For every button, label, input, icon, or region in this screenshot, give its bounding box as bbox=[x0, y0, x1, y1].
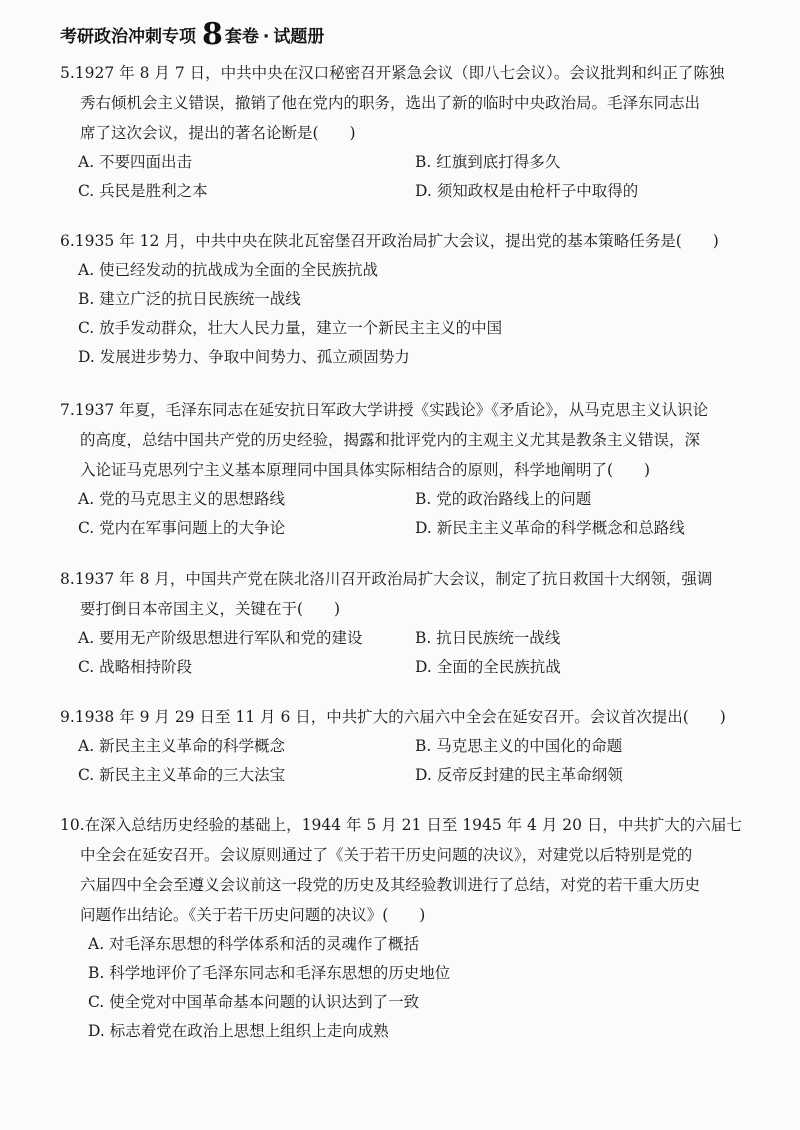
stem-line: 在深入总结历史经验的基础上，1944 年 5 月 21 日至 1945 年 4 月 20 日，中共扩大的六届七 bbox=[84, 816, 742, 834]
stem-line: 中全会在延安召开。会议原则通过了《关于若干历史问题的决议》，对建党以后特别是党的 bbox=[80, 846, 693, 864]
option-a: A. 党的马克思主义的思想路线 bbox=[78, 490, 286, 508]
option-a: A. 新民主主义革命的科学概念 bbox=[78, 737, 286, 755]
question-stem bbox=[60, 702, 750, 732]
question-9 bbox=[60, 702, 750, 790]
option-d: D. 全面的全民族抗战 bbox=[415, 658, 561, 676]
stem-line: 入论证马克思列宁主义基本原理同中国具体实际相结合的原则，科学地阐明了( ) bbox=[80, 461, 651, 479]
question-number: 6. bbox=[60, 232, 75, 250]
option-b: B. 党的政治路线上的问题 bbox=[415, 490, 592, 508]
question-8 bbox=[60, 564, 750, 682]
question-stem bbox=[60, 226, 750, 256]
option-d: D. 发展进步势力、争取中间势力、孤立顽固势力 bbox=[78, 348, 410, 366]
question-stem bbox=[60, 564, 750, 624]
stem-line: 1937 年 8 月，中国共产党在陕北洛川召开政治局扩大会议，制定了抗日救国十大纲领，强调 bbox=[74, 570, 713, 588]
option-d: D. 反帝反封建的民主革命纲领 bbox=[415, 766, 623, 784]
header-separator: · bbox=[262, 27, 270, 47]
header-series: 考研政治冲刺专项 bbox=[60, 27, 196, 47]
option-a: A. 要用无产阶级思想进行军队和党的建设 bbox=[78, 629, 363, 647]
option-c: C. 兵民是胜利之本 bbox=[78, 182, 208, 200]
question-10 bbox=[60, 810, 750, 1046]
stem-line: 1938 年 9 月 29 日至 11 月 6 日，中共扩大的六届六中全会在延安召开。会议首次提出( ) bbox=[74, 708, 726, 726]
stem-line: 要打倒日本帝国主义，关键在于( ) bbox=[80, 600, 341, 618]
option-c: C. 战略相持阶段 bbox=[78, 658, 193, 676]
stem-line: 问题作出结论。《关于若干历史问题的决议》( ) bbox=[80, 906, 426, 924]
option-b: B. 抗日民族统一战线 bbox=[415, 629, 561, 647]
option-a: A. 不要四面出击 bbox=[78, 153, 193, 171]
question-stem bbox=[60, 58, 750, 148]
option-d: D. 须知政权是由枪杆子中取得的 bbox=[415, 182, 639, 200]
question-stem bbox=[60, 810, 750, 930]
option-d: D. 标志着党在政治上思想上组织上走向成熟 bbox=[88, 1022, 389, 1040]
header-book: 试题册 bbox=[273, 27, 325, 47]
stem-line: 1937 年夏，毛泽东同志在延安抗日军政大学讲授《实践论》《矛盾论》，从马克思主义认识论 bbox=[74, 401, 709, 419]
option-b: B. 红旗到底打得多久 bbox=[415, 153, 561, 171]
stem-line: 席了这次会议，提出的著名论断是( ) bbox=[80, 124, 356, 142]
stem-line: 六届四中全会至遵义会议前这一段党的历史及其经验教训进行了总结，对党的若干重大历史 bbox=[80, 876, 701, 894]
question-6 bbox=[60, 226, 750, 372]
option-b: B. 科学地评价了毛泽东同志和毛泽东思想的历史地位 bbox=[88, 964, 451, 982]
question-5 bbox=[60, 58, 750, 206]
question-7 bbox=[60, 395, 750, 543]
question-number: 10. bbox=[60, 816, 85, 834]
option-c: C. 党内在军事问题上的大争论 bbox=[78, 519, 286, 537]
option-c: C. 新民主主义革命的三大法宝 bbox=[78, 766, 286, 784]
header-number: 8 bbox=[202, 17, 223, 52]
header-sets: 套卷 bbox=[224, 27, 259, 47]
option-b: B. 建立广泛的抗日民族统一战线 bbox=[78, 290, 301, 308]
option-b: B. 马克思主义的中国化的命题 bbox=[415, 737, 623, 755]
stem-line: 的高度，总结中国共产党的历史经验，揭露和批评党内的主观主义尤其是教条主义错误，深 bbox=[80, 431, 701, 449]
stem-line: 秀右倾机会主义错误，撤销了他在党内的职务，选出了新的临时中央政治局。毛泽东同志出 bbox=[80, 94, 701, 112]
option-c: C. 使全党对中国革命基本问题的认识达到了一致 bbox=[88, 993, 420, 1011]
option-a: A. 对毛泽东思想的科学体系和活的灵魂作了概括 bbox=[88, 935, 420, 953]
stem-line: 1935 年 12 月，中共中央在陕北瓦窑堡召开政治局扩大会议，提出党的基本策略任务是( ) bbox=[74, 232, 719, 250]
page-header bbox=[60, 17, 325, 52]
question-number: 8. bbox=[60, 570, 75, 588]
question-stem bbox=[60, 395, 750, 485]
option-d: D. 新民主主义革命的科学概念和总路线 bbox=[415, 519, 685, 537]
question-number: 5. bbox=[60, 64, 75, 82]
question-number: 7. bbox=[60, 401, 75, 419]
stem-line: 1927 年 8 月 7 日，中共中央在汉口秘密召开紧急会议（即八七会议）。会议批判和纠正了陈独 bbox=[74, 64, 725, 82]
option-c: C. 放手发动群众，壮大人民力量，建立一个新民主主义的中国 bbox=[78, 319, 503, 337]
option-a: A. 使已经发动的抗战成为全面的全民族抗战 bbox=[78, 261, 379, 279]
question-number: 9. bbox=[60, 708, 75, 726]
